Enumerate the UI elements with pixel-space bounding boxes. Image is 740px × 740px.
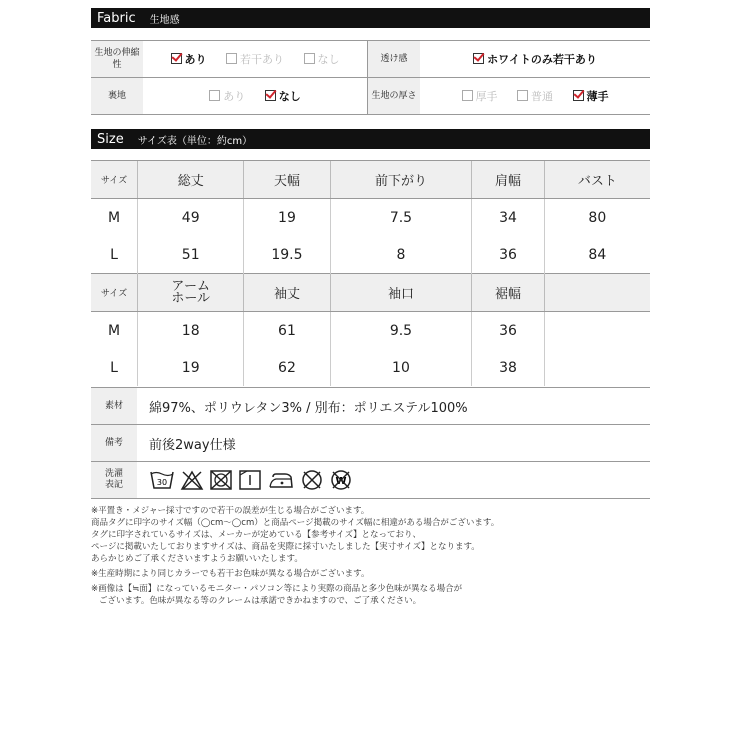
checkbox-icon [209,90,220,101]
no-wet-clean-icon [329,469,353,491]
checkbox-icon [226,53,237,64]
thickness-option-normal: 普通 [517,88,553,104]
table-cell: 80 [544,199,650,237]
thickness-options [420,78,650,115]
col-armhole: アーム ホール [138,274,244,312]
footnotes [91,505,651,607]
checkbox-icon [517,90,528,101]
care-label: 洗濯 表記 [91,462,137,499]
line-dry-icon [238,469,262,491]
size-cell: L [91,349,138,386]
table-cell: 8 [330,236,472,274]
no-dry-clean-icon [300,469,324,491]
col-empty [544,274,650,312]
table-cell [544,349,650,386]
col-bust: バスト [544,161,650,199]
footnote: タグに印字されているサイズは、メーカーが定めている【参考サイズ】となっており、 [91,530,421,540]
col-sleeve-length: 袖丈 [244,274,330,312]
thickness-label: 生地の厚さ [368,78,421,115]
table-cell: 19.5 [244,236,330,274]
table-cell: 38 [472,349,544,386]
no-tumble-dry-icon [209,469,233,491]
lining-option-yes: あり [209,88,245,104]
checkbox-checked-icon [573,90,584,101]
col-shoulder: 肩幅 [472,161,544,199]
table-cell: 36 [472,236,544,274]
iron-low-icon [267,469,295,491]
size-cell: M [91,199,138,237]
size-title-en: Size [97,131,124,147]
thickness-option-thick: 厚手 [462,88,498,104]
table-cell: 62 [244,349,330,386]
wash-30-icon [149,468,175,492]
table-cell: 18 [138,312,244,350]
col-top-width: 天幅 [244,161,330,199]
checkbox-checked-icon [171,53,182,64]
footnote: ※平置き・メジャー採寸ですので若干の誤差が生じる場合がございます。 [91,506,370,516]
size-col-label: サイズ [91,274,138,312]
notes-label: 備考 [91,425,137,462]
size-header [91,129,650,149]
checkbox-checked-icon [473,53,484,64]
checkbox-icon [304,53,315,64]
table-cell: 34 [472,199,544,237]
table-cell: 7.5 [330,199,472,237]
table-cell: 51 [138,236,244,274]
table-row [91,349,650,386]
stretch-option-none: なし [304,51,340,67]
lining-label: 裏地 [91,78,143,115]
fabric-title-jp: 生地感 [149,14,180,26]
no-bleach-icon [180,469,204,491]
fabric-title-en: Fabric [97,10,136,26]
wet-letter: W [335,476,347,487]
col-hem-width: 裾幅 [472,274,544,312]
stretch-label: 生地の伸縮性 [91,41,143,78]
size-header-row-1 [91,161,650,199]
footnote: ございます。色味が異なる等のクレームは承諾できかねますので、ご了承ください。 [99,596,422,606]
wash-temp-label: 30 [156,478,168,487]
sheer-options [420,41,650,78]
table-cell [544,312,650,350]
lining-option-no: なし [265,88,301,104]
table-row [91,199,650,237]
footnote: ※画像は【≒面】になっているモニター・パソコン等により実際の商品と多少色味が異なる場合が [91,584,463,594]
fabric-header [91,8,650,28]
table-cell: 36 [472,312,544,350]
footnote: 商品タグに印字のサイズ幅（◯cm〜◯cm）と商品ページ掲載のサイズ幅に相違がある場合がございます。 [91,518,500,528]
table-cell: 61 [244,312,330,350]
table-cell: 10 [330,349,472,386]
care-icons [137,462,650,499]
col-total-length: 総丈 [138,161,244,199]
footnote: ※生産時期により同じカラーでも若干お色味が異なる場合がございます。 [91,569,370,579]
size-cell: M [91,312,138,350]
lining-options [143,78,368,115]
table-row [91,312,650,350]
checkbox-checked-icon [265,90,276,101]
table-row [91,236,650,274]
table-cell: 49 [138,199,244,237]
stretch-options [143,41,368,78]
fabric-table [91,40,650,115]
footnote: あらかじめご了承くださいますようお願いいたします。 [91,554,303,564]
col-cuff: 袖口 [330,274,472,312]
checkbox-icon [462,90,473,101]
table-cell: 84 [544,236,650,274]
material-label: 素材 [91,388,137,425]
size-cell: L [91,236,138,274]
size-table [91,160,650,386]
size-header-row-2 [91,274,650,312]
size-title-jp: サイズ表（単位：約cm） [137,135,253,147]
col-front-drop: 前下がり [330,161,472,199]
table-cell: 19 [138,349,244,386]
stretch-option-yes: あり [171,51,207,67]
material-table [91,387,650,499]
material-value: 綿97%、ポリウレタン3% / 別布：ポリエステル100% [137,388,650,425]
stretch-option-slight: 若干あり [226,51,284,67]
sheer-label: 透け感 [368,41,421,78]
table-cell: 19 [244,199,330,237]
footnote: ページに掲載いたしておりますサイズは、商品を実際に採寸いたしました【実寸サイズ】となります。 [91,542,480,552]
table-cell: 9.5 [330,312,472,350]
notes-value: 前後2way仕様 [137,425,650,462]
thickness-option-thin: 薄手 [573,88,609,104]
sheer-option: ホワイトのみ若干あり [473,51,597,67]
size-col-label: サイズ [91,161,138,199]
